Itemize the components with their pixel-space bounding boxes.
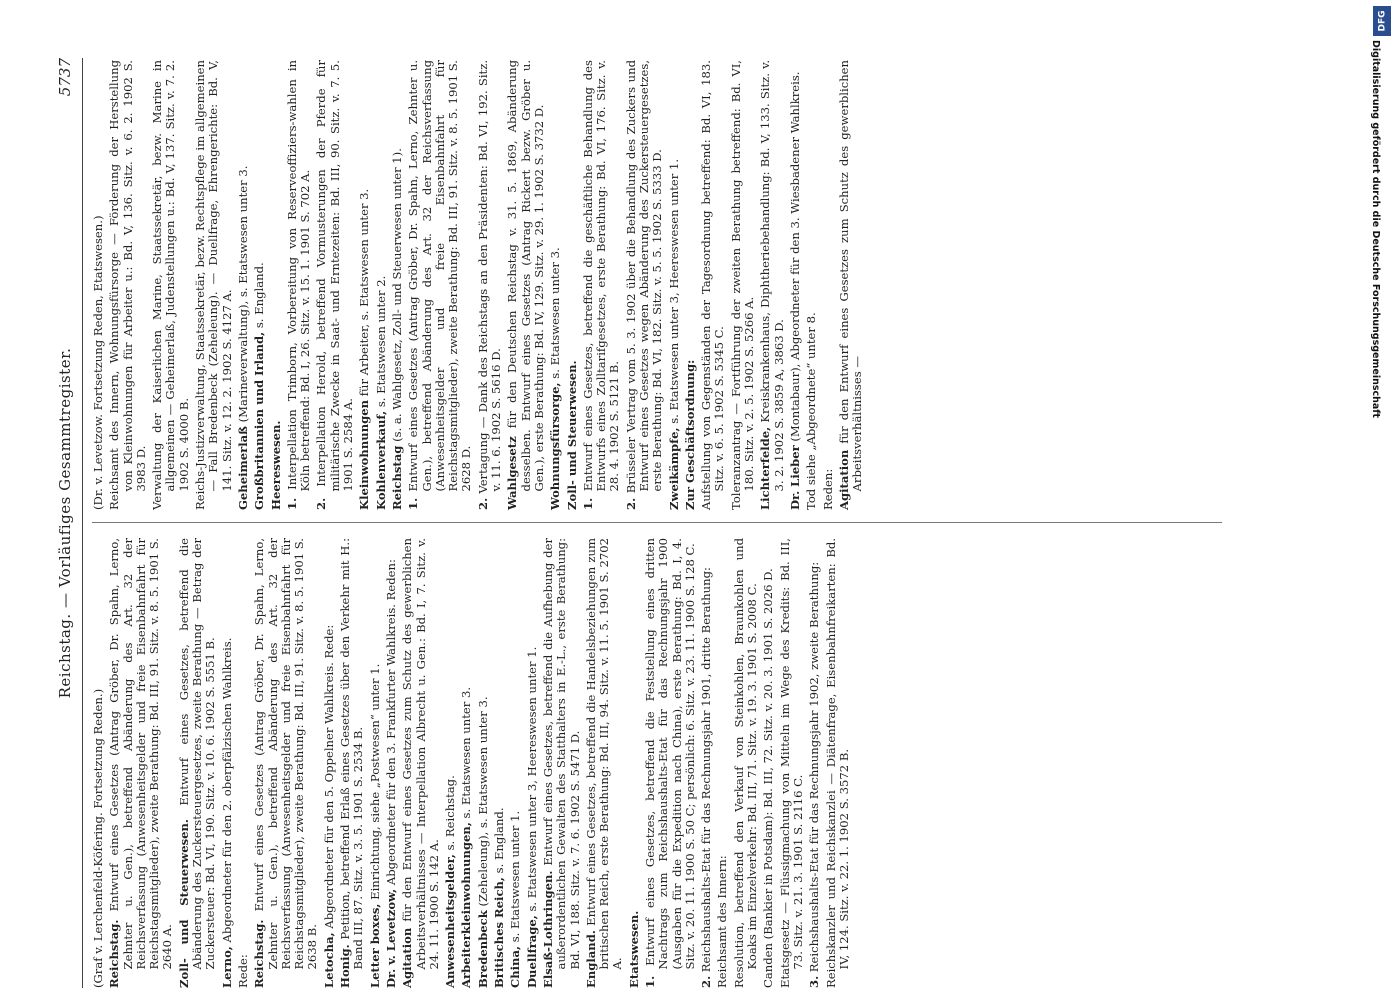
entry-text: Entwurf eines Gesetzes (Antrag Gröber, Dr. Spahn, Lerno, Zehnter u. Gen.), betreffend Abänderung des Art. 32 der Reichsverfassung (Anwesenheitsgelder und freie Eisenbahnfahrt für Reichstagsmitglieder), zweite Berathung: Bd. III, 91. Sitz. v. 8. 5. 1901 S. 2638 B. [252, 537, 320, 970]
index-entry [407, 60, 473, 510]
index-entry [542, 538, 582, 988]
index-entry [566, 60, 579, 510]
entry-text: Entwurf eines Gesetzes, betreffend die Abänderung des Zuckersteuergesetzes, zweite Berathung — Betrag der Zuckersteuer: Bd. VI, 190. Sitz. v. 10. 6. 1902 S. 5551 B. [176, 538, 218, 970]
index-entry [779, 538, 806, 988]
entry-heading: Etatswesen. [626, 910, 641, 988]
entry-text: Canden (Bankier in Potsdam): Bd. III, 72. Sitz. v. 20. 3. 1901 S. 2026 D. [761, 568, 776, 988]
index-entry [549, 60, 562, 510]
entry-text: (Graf v. Lerchenfeld-Köfering. Fortsetzung Reden.) [91, 688, 105, 988]
entry-text: Rede: [235, 954, 250, 988]
entry-text: für den Entwurf eines Gesetzes zum Schutz des gewerblichen Arbeitsverhältnisses — [836, 60, 865, 492]
entry-heading: China, [508, 945, 523, 988]
index-entry [358, 60, 371, 510]
entry-text: s. Reichstag. [443, 775, 458, 851]
entry-text: Verwaltung der Kaiserlichen Marine, Staatssekretär, bezw. Marine in allgemeinen — Geheimerlaß, Judenstellungen u.: Bd. V, 137. Sitz. v. 7. 2. 1902 S. 4000 B. [150, 60, 191, 510]
index-entry [92, 538, 105, 988]
index-entry [825, 538, 852, 988]
entry-text: Reichsamt des Innern, Wohnungsfürsorge — Förderung der Herstellung von Kleinwohnungen für Arbeiter u.: Bd. V, 136. Sitz. v. 6. 2. 1902 S. 3983 D. [107, 60, 148, 510]
entry-heading: 2. [475, 497, 490, 510]
index-entry [625, 60, 665, 510]
index-entry [385, 538, 398, 988]
dfg-logo-text: DFG [1377, 10, 1388, 32]
entry-text: s. Etatswesen unter 3, Heereswesen unter 1. [524, 646, 539, 912]
index-entry [700, 538, 713, 988]
entry-heading: Kohlenverkauf, [373, 410, 388, 510]
page-title: Reichstag. — Vorläufiges Gesammtregister. [56, 347, 74, 699]
index-entry [506, 60, 546, 510]
entry-text: s. Etatswesen unter 3. [548, 247, 563, 379]
entry-text: Abgeordneter für den 2. oberpfälzischen Wahlkreis. [219, 637, 234, 943]
entry-text: Abgeordneter für den 3. Frankfurter Wahlkreis. Reden: [383, 559, 398, 886]
entry-text: Interpellation Herold, betreffend Vormusterungen der Pferde für militärische Zwecke in Saat- und Erntezeiten: Bd. III, 90. Sitz. v. 7. 5. 1901 S. 2584 A. [314, 60, 356, 492]
index-entry [323, 538, 336, 988]
entry-text: Entwurf eines Gesetzes (Antrag Gröber, Dr. Spahn, Lerno, Zehnter u. Gen.), betreffend Abänderung des Art. 32 der Reichsverfassung (Anwesenheitsgelder und freie Eisenbahnfahrt für Reichstagsmitglieder), zweite Berathung: Bd. III, 91. Sitz. v. 8. 5. 1901 S. 2628 D. [406, 59, 474, 492]
index-entry [108, 538, 174, 988]
entry-heading: Agitation [400, 927, 415, 988]
page-header [56, 58, 82, 988]
entry-text: Interpellation Trimborn, Vorbereitung von Reserveoffiziers-wahlen in Köln betreffend: Bd. I, 26. Sitz. v. 15. 1. 1901 S. 702 A. [284, 60, 313, 492]
entry-text: Reichsamt des Innern: [715, 855, 730, 988]
entry-text: s. Etatswesen unter 3. [459, 686, 474, 819]
index-entry [759, 60, 786, 510]
entry-heading: Dr. Lieber [787, 445, 802, 510]
entry-text: Reichs-Justizverwaltung, Staatssekretär, bezw. Rechtspflege im allgemeinen — Fall Bredenbeck (Zeheleung). — Duellfrage, Ehrengerichte: Bd. V, 141. Sitz. v. 12. 2. 1902 S. 4127 A. [193, 60, 234, 510]
entry-text: Resolution, betreffend den Verkauf von Steinkohlen, Braunkohlen und Koaks im Einzelverkehr: Bd. III, 71. Sitz. v. 19. 3. 1901 S. 2008 C. [731, 538, 760, 988]
index-entry [762, 538, 775, 988]
entry-heading: Elsaß-Lothringen. [540, 870, 555, 988]
entry-text: Brüsseler Vertrag vom 5. 3. 1902 über die Behandlung des Zuckers und Entwurf eines Gesetzes wegen Abänderung des Zuckersteuergesetzes, erste Berathung: Bd. VI, 182. Sitz. v. 5. 5. 1902 S. 5333 D. [623, 60, 665, 494]
index-entry [221, 538, 234, 988]
entry-text: für den Entwurf eines Gesetzes zum Schutz des gewerblichen Arbeitsverhältnisses — Interpellation Albrecht u. Gen.: Bd. I, 7. Sitz. v. 24. 11. 1900 S. 142 A. [400, 538, 441, 970]
entry-heading: Lerno, [219, 946, 234, 988]
index-entry [582, 60, 622, 510]
entry-heading: Dr. v. Levetzow, [383, 888, 398, 988]
entry-heading: Geheimerlaß [235, 426, 250, 510]
entry-heading: Letter boxes, [367, 903, 382, 988]
index-entry [808, 538, 821, 988]
entry-text: für den Deutschen Reichstag v. 31. 5. 1869, Abänderung desselben. Entwurf eines Gesetzes (Antrag Rickert bezw. Gröber u. Gen.), erste Berathung: Bd. IV, 129. Sitz. v. 29. 1. 1902 S. 3732 D. [505, 59, 546, 492]
index-entry [477, 60, 504, 510]
index-entry [270, 60, 283, 510]
index-entry [477, 538, 490, 988]
entry-text: Tod siehe „Abgeordnete“ unter 8. [804, 312, 819, 510]
entry-heading: Bredenbeck [475, 910, 490, 988]
index-entry [444, 538, 457, 988]
entry-text: Entwurf eines Gesetzes, betreffend die Feststellung eines dritten Nachtrags zum Reichshaushalts-Etat für das Rechnungsjahr 1900 (Ausgaben für die Expedition nach China), erste Berathung: Bd. I, 4. Sitz. v. 20. 11. 1900 S. 50 C; persönlich: 6. Sitz. v. 23. 11. 1900 S. 128 C. [642, 537, 697, 970]
entry-text: (s. a. Wahlgesetz, Zoll- und Steuerwesen unter 1). [389, 148, 404, 442]
entry-text: Kreiskrankenhaus, Diphtheriebehandlung: Bd. V, 133. Sitz. v. 3. 2. 1902 S. 3859 A, 3863 D. [758, 60, 786, 492]
entry-heading: Agitation [836, 449, 851, 510]
index-entry [237, 538, 250, 988]
entry-text: Entwurf eines Gesetzes, betreffend die Handelsbeziehungen zum britischen Reich, erste Berathung: Bd. III, 94. Sitz. v. 11. 5. 1901 S. 2702 A. [583, 538, 625, 970]
index-entry [253, 538, 319, 988]
entry-text: s. Etatswesen unter 2. [373, 275, 388, 408]
entry-text: s. Etatswesen unter 1. [508, 810, 523, 943]
index-entry [194, 60, 234, 510]
dfg-logo [1373, 6, 1391, 36]
column-divider [92, 522, 1222, 523]
index-entry [92, 60, 105, 510]
entry-text: (Dr. v. Levetzow. Fortsetzung Reden, Etatswesen.) [91, 215, 105, 510]
index-entry [108, 60, 148, 510]
index-entry [838, 60, 865, 510]
funding-note-text: Digitalisierung gefördert durch die Deutsche Forschungsgemeinschaft [1370, 40, 1381, 418]
index-entry [733, 538, 760, 988]
entry-heading: England. [583, 930, 598, 988]
entry-heading: 3. [807, 975, 822, 988]
entry-heading: Großbritannien und Irland, [252, 331, 267, 510]
index-entry [237, 60, 250, 510]
index-entry [286, 60, 313, 510]
index-entry [151, 60, 191, 510]
entry-text: Vertagung — Dank des Reichstags an den Präsidenten: Bd. VI, 192. Sitz. v. 11. 6. 1902 S. 5616 D. [475, 59, 504, 494]
index-entry [628, 538, 641, 988]
entry-heading: 1. [642, 975, 657, 988]
entry-heading: Lichterfelde, [758, 426, 773, 510]
entry-text: Aufstellung von Gegenständen der Tagesordnung betreffend: Bd. VI, 183. Sitz. v. 6. 5. 1902 S. 5345 C. [699, 60, 727, 510]
index-entry [401, 538, 441, 988]
index-entry [493, 538, 506, 988]
entry-text: Etatsgesetz — Flüssigmachung von Mitteln im Wege des Kredits: Bd. III, 73. Sitz. v. 21. 3. 1901 S. 2116 C. [777, 538, 805, 988]
entry-heading: Zur Geschäftsordnung: [682, 359, 697, 510]
entry-heading: 1. [580, 497, 595, 510]
entry-heading: Duellfrage, [524, 915, 539, 988]
entry-text: (Montabaur), Abgeordneter für den 3. Wiesbadener Wahlkreis. [787, 71, 802, 442]
index-entry [684, 60, 697, 510]
entry-heading: Kleinwohnungen [357, 399, 372, 510]
entry-text: Reichskanzler und Reichskanzlei — Diätenfrage, Eisenbahnfreikarten: Bd. IV, 124. Sitz. v. 22. 1. 1902 S. 3572 B. [823, 538, 851, 988]
index-entry [716, 538, 729, 988]
entry-heading: 1. [284, 497, 299, 510]
left-column [92, 538, 854, 988]
entry-text: Petition, betreffend Erlaß eines Gesetzes über den Verkehr mit H.: Band III, 87. Sitz. v. 3. 5. 1901 S. 2534 B. [338, 537, 366, 970]
entry-heading: Honig. [338, 944, 353, 988]
index-entry [509, 538, 522, 988]
entry-heading: Arbeiterkleinwohnungen, [459, 822, 474, 988]
index-entry [315, 60, 355, 510]
entry-heading: Heereswesen. [268, 420, 283, 510]
index-entry [822, 60, 835, 510]
entry-heading: Zoll- und Steuerwesen. [564, 360, 579, 510]
entry-text: (Marineverwaltung), s. Etatswesen unter 3. [235, 165, 250, 423]
entry-heading: Wahlgesetz [505, 436, 520, 510]
entry-text: Entwurf eines Gesetzes, betreffend die geschäftliche Behandlung des Entwurfs eines Zolltarifgesetzes, erste Berathung: Bd. VI, 176. Sitz. v. 28. 4. 1902 S. 5121 B. [580, 60, 622, 492]
entry-text: s. England. [492, 807, 507, 874]
entry-heading: Reichstag [389, 445, 404, 510]
index-entry [178, 538, 218, 988]
entry-text: Reden: [820, 468, 835, 510]
index-entry [585, 538, 625, 988]
index-entry [391, 60, 404, 510]
index-entry [730, 60, 757, 510]
index-entry [339, 538, 366, 988]
entry-text: Reichshaushalts-Etat für das Rechnungsjahr 1901, dritte Berathung: [699, 567, 714, 973]
entry-heading: 2. [699, 975, 714, 988]
entry-heading: Reichstag. [252, 919, 267, 988]
entry-heading: Anwesenheitsgelder, [443, 854, 458, 988]
index-entry [805, 60, 818, 510]
index-entry [369, 538, 382, 988]
entry-text: Einrichtung, siehe „Postwesen“ unter 1. [367, 663, 382, 900]
index-entry [375, 60, 388, 510]
entry-heading: Britisches Reich, [492, 877, 507, 988]
entry-heading: 2. [623, 497, 638, 510]
entry-text: Reichshaushalts-Etat für das Rechnungsjahr 1902, zweite Berathung: [807, 561, 822, 973]
header-rule [82, 58, 83, 988]
entry-heading: Letocha, [321, 932, 336, 988]
entry-heading: Zoll- und Steuerwesen. [176, 819, 191, 988]
entry-heading: Reichstag. [107, 919, 122, 988]
index-entry [526, 538, 539, 988]
entry-text: Entwurf eines Gesetzes (Antrag Gröber, Dr. Spahn, Lerno, Zehnter u. Gen.), betreffend Abänderung des Art. 32 der Reichsverfassung (Anwesenheitsgelder und freie Eisenbahnfahrt für Reichstagsmitglieder), zweite Berathung: Bd. III, 91. Sitz. v. 8. 5. 1901 S. 2640 A. [107, 537, 175, 970]
scanned-page [48, 8, 1368, 988]
entry-text: s. Etatswesen unter 3, Heereswesen unter 1. [666, 158, 681, 424]
entry-heading: Zweikämpfe, [666, 427, 681, 510]
index-entry [253, 60, 266, 510]
entry-text: (Zeheleung), s. Etatswesen unter 3. [475, 696, 490, 907]
entry-text: Entwurf eines Gesetzes, betreffend die Aufhebung der außerordentlichen Gewalten des Statthalters in E.-L., erste Berathung: Bd. VI, 188. Sitz. v. 7. 6. 1902 S. 5471 D. [540, 538, 582, 970]
entry-text: Toleranzantrag — Fortführung der zweiten Berathung betreffend: Bd. VI, 180. Sitz. v. 2. 5. 1902 S. 5266 A. [728, 60, 757, 510]
index-entry [789, 60, 802, 510]
page-number: 5737 [56, 58, 74, 97]
entry-text: s. England. [252, 262, 267, 329]
index-entry [460, 538, 473, 988]
entry-text: für Arbeiter, s. Etatswesen unter 3. [357, 188, 372, 397]
right-column [92, 60, 867, 510]
entry-text: Abgeordneter für den 5. Oppelner Wahlkreis. Rede: [321, 624, 336, 929]
entry-heading: Wohnungsfürsorge, [548, 382, 563, 510]
entry-heading: 1. [406, 497, 421, 510]
entry-heading: 2. [314, 497, 329, 510]
index-entry [668, 60, 681, 510]
index-entry [700, 60, 727, 510]
index-entry [644, 538, 697, 988]
